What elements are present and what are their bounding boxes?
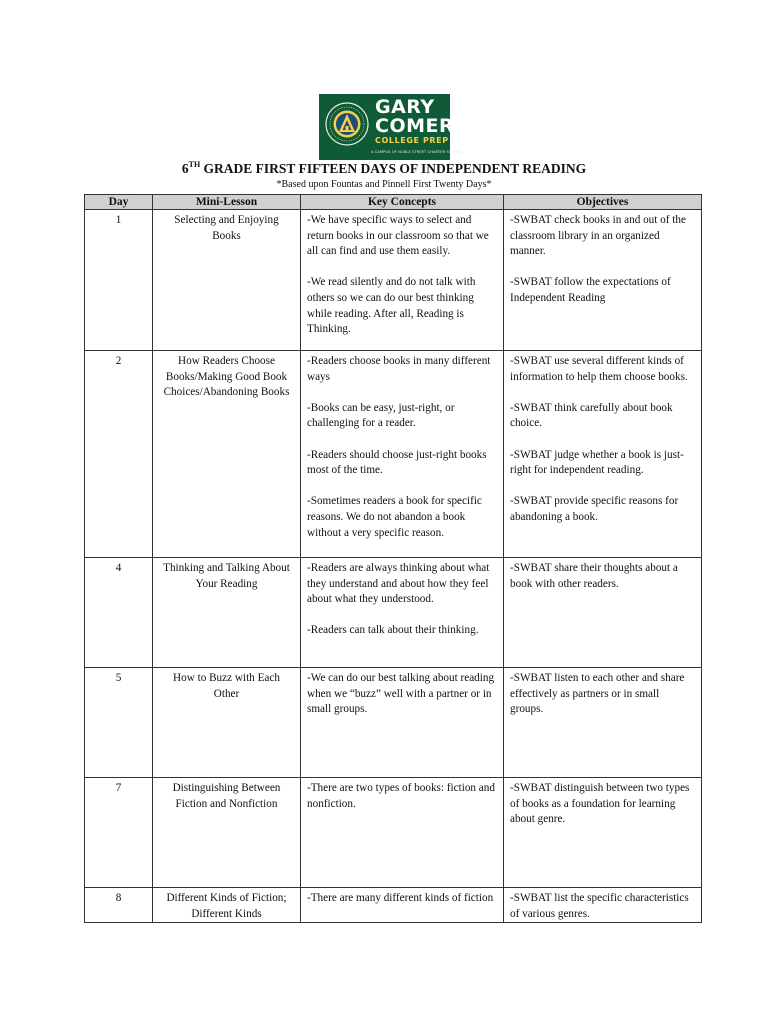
title-superscript: TH	[188, 160, 201, 169]
day-cell: 8	[85, 888, 153, 923]
table-row	[85, 210, 702, 351]
key-concepts-cell	[301, 558, 504, 668]
title-text: GRADE FIRST FIFTEEN DAYS OF INDEPENDENT READING	[200, 161, 587, 176]
key-concept-text: -There are two types of books: fiction and nonfiction.	[307, 782, 495, 810]
header-key-concepts: Key Concepts	[301, 195, 504, 210]
objective-text: -SWBAT share their thoughts about a book with other readers.	[510, 562, 678, 590]
key-concept-text: -Readers are always thinking about what they understand and about how they feel about what they understood.	[307, 562, 490, 606]
key-concept-text: -Readers can talk about their thinking.	[307, 624, 479, 637]
key-concept-text: -Books can be easy, just-right, or challenging for a reader.	[307, 401, 455, 430]
objectives-cell	[504, 888, 702, 923]
day-cell: 7	[85, 778, 153, 888]
header-day: Day	[85, 195, 153, 210]
key-concept-text: -Readers should choose just-right books most of the time.	[307, 448, 487, 477]
day-cell: 5	[85, 668, 153, 778]
header-mini-lesson: Mini-Lesson	[153, 195, 301, 210]
school-seal-icon	[325, 102, 369, 146]
objective-text: -SWBAT follow the expectations of Independent Reading	[510, 276, 671, 304]
header-objectives: Objectives	[504, 195, 702, 210]
objective-text: -SWBAT judge whether a book is just-right for independent reading.	[510, 448, 684, 477]
logo-word-comer: COMER	[375, 115, 455, 137]
school-logo	[319, 94, 463, 160]
objective-text: -SWBAT check books in and out of the classroom library in an organized manner.	[510, 214, 686, 258]
objective-text: -SWBAT use several different kinds of information to help them choose books.	[510, 355, 688, 383]
key-concepts-cell	[301, 888, 504, 923]
objectives-cell	[504, 558, 702, 668]
page-title	[0, 160, 768, 178]
key-concept-text: -Readers choose books in many different ways	[307, 355, 491, 383]
title-number: 6	[181, 161, 189, 176]
mini-lesson-cell: Thinking and Talking About Your Reading	[153, 558, 301, 668]
table-row	[85, 778, 702, 888]
objectives-cell	[504, 351, 702, 558]
table-row	[85, 888, 702, 923]
objective-text: -SWBAT listen to each other and share effectively as partners or in small groups.	[510, 672, 685, 716]
day-cell: 2	[85, 351, 153, 558]
logo-campus-text: A CAMPUS OF NOBLE STREET CHARTER SCHOOL	[371, 150, 463, 154]
lesson-plan-table	[84, 194, 702, 923]
objective-text: -SWBAT think carefully about book choice.	[510, 401, 673, 430]
key-concept-text: -There are many different kinds of fiction	[307, 892, 494, 904]
mini-lesson-cell: Selecting and Enjoying Books	[153, 210, 301, 351]
key-concept-text: -Sometimes readers a book for specific reasons. We do not abandon a book without a very specific reason.	[307, 495, 482, 539]
key-concept-text: -We have specific ways to select and return books in our classroom so that we all can find and use them easily.	[307, 214, 489, 258]
objective-text: -SWBAT provide specific reasons for abandoning a book.	[510, 495, 679, 523]
key-concepts-cell	[301, 778, 504, 888]
key-concepts-cell	[301, 210, 504, 351]
mini-lesson-cell: How to Buzz with Each Other	[153, 668, 301, 778]
mini-lesson-cell: Distinguishing Between Fiction and Nonfiction	[153, 778, 301, 888]
table-row	[85, 351, 702, 558]
logo-word-college-prep: COLLEGE PREP	[375, 136, 449, 145]
objectives-cell	[504, 210, 702, 351]
key-concept-text: -We read silently and do not talk with others so we can do our best thinking while reading. After all, Reading is Thinking.	[307, 276, 476, 336]
mini-lesson-cell: Different Kinds of Fiction; Different Kinds	[153, 888, 301, 923]
key-concept-text: -We can do our best talking about reading when we “buzz” well with a partner or in small groups.	[307, 672, 495, 716]
objective-text: -SWBAT list the specific characteristics of various genres.	[510, 892, 689, 920]
objectives-cell	[504, 778, 702, 888]
objective-text: -SWBAT distinguish between two types of books as a foundation for learning about genre.	[510, 782, 690, 826]
day-cell: 1	[85, 210, 153, 351]
mini-lesson-cell: How Readers Choose Books/Making Good Book Choices/Abandoning Books	[153, 351, 301, 558]
table-row	[85, 558, 702, 668]
logo-word-gary: GARY	[375, 96, 435, 118]
table-header-row	[85, 195, 702, 210]
page-subtitle: *Based upon Fountas and Pinnell First Twenty Days*	[276, 179, 492, 190]
day-cell: 4	[85, 558, 153, 668]
key-concepts-cell	[301, 351, 504, 558]
table-row	[85, 668, 702, 778]
key-concepts-cell	[301, 668, 504, 778]
objectives-cell	[504, 668, 702, 778]
